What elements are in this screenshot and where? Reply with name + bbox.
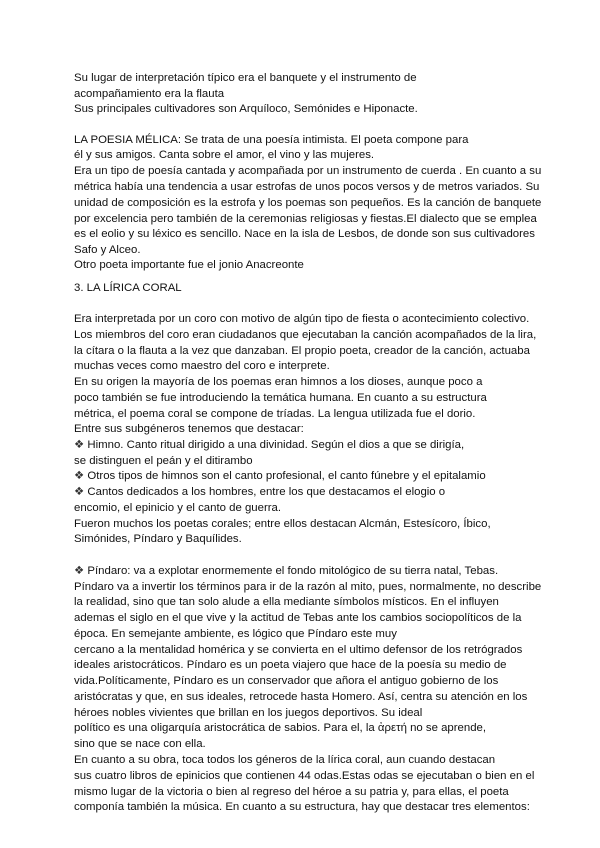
text-line: vida.Políticamente, Píndaro es un conservador que añora el antiguo gobierno de los bbox=[74, 675, 499, 687]
text-line: político es una oligarquía aristocrática de sabios. Para el, la ἀρετή no se aprende, bbox=[74, 722, 487, 734]
text-line: ademas el siglo en el que vive y la actitud de Tebas ante los cambios sociopolíticos de la bbox=[74, 612, 522, 624]
list-item-text: Cantos dedicados a los hombres, entre los que destacamos el elogio o bbox=[87, 486, 446, 498]
list-item bbox=[74, 438, 464, 452]
diamond-bullet-icon: ❖ bbox=[74, 439, 85, 451]
text-line: En cuanto a su obra, toca todos los géneros de la lírica coral, aun cuando destacan bbox=[74, 754, 496, 766]
text-line: ideales aristocráticos. Píndaro es un poeta viajero que hace de la poesía su medio de bbox=[74, 659, 507, 671]
list-item bbox=[74, 564, 498, 578]
text-line: Entre sus subgéneros tenemos que destacar: bbox=[74, 423, 304, 435]
text-line: sino que se nace con ella. bbox=[74, 738, 206, 750]
text-line: LA POESIA MÉLICA: Se trata de una poesía intimista. El poeta compone para bbox=[74, 134, 469, 146]
text-line: acompañamiento era la flauta bbox=[74, 88, 225, 100]
list-item bbox=[74, 485, 445, 499]
text-line: Otro poeta importante fue el jonio Anacreonte bbox=[74, 259, 304, 271]
text-line: época. En semejante ambiente, es lógico que Píndaro este muy bbox=[74, 628, 397, 640]
text-line: unidad de composición es la estrofa y los poemas son pequeños. Es la canción de banquete bbox=[74, 197, 542, 209]
text-line: muchas veces como maestro del coro e interprete. bbox=[74, 360, 330, 372]
text-line: héroes nobles vivientes que brillan en los juegos deportivos. Su ideal bbox=[74, 707, 423, 719]
text-line: mismo lugar de la victoria o bien al regreso del héroe a su patria y, para ellas, el poeta bbox=[74, 786, 509, 798]
text-line: encomio, el epinicio y el canto de guerra. bbox=[74, 502, 282, 514]
text-line: Fueron muchos los poetas corales; entre ellos destacan Alcmán, Estesícoro, Íbico, bbox=[74, 518, 491, 530]
text-line: la cítara o la flauta a la vez que danzaban. El propio poeta, creador de la canción, actuaba bbox=[74, 345, 530, 357]
text-line: Safo y Alceo. bbox=[74, 244, 141, 256]
text-line: es el eolio y su léxico es sencillo. Nace en la isla de Lesbos, de donde son sus cultivadores bbox=[74, 228, 535, 240]
text-line: cercano a la mentalidad homérica y se convierta en el ultimo defensor de los retrógrados bbox=[74, 644, 523, 656]
text-line: métrica había una tendencia a usar estrofas de unos pocos versos y de metros variados. Su bbox=[74, 181, 540, 193]
list-item-text: Himno. Canto ritual dirigido a una divinidad. Según el dios a que se dirigía, bbox=[87, 439, 465, 451]
text-line: Los miembros del coro eran ciudadanos que ejecutaban la canción acompañados de la lira, bbox=[74, 329, 537, 341]
text-line: Su lugar de interpretación típico era el banquete y el instrumento de bbox=[74, 72, 417, 84]
text-line: componía también la música. En cuanto a su estructura, hay que destacar tres elementos: bbox=[74, 801, 530, 813]
text-line: Simónides, Píndaro y Baquílides. bbox=[74, 533, 242, 545]
diamond-bullet-icon: ❖ bbox=[74, 565, 85, 577]
list-item-text: Píndaro: va a explotar enormemente el fondo mitológico de su tierra natal, Tebas. bbox=[87, 565, 499, 577]
text-line: se distinguen el peán y el ditirambo bbox=[74, 455, 253, 467]
text-line: la realidad, sino que tan solo alude a ella mediante símbolos místicos. En el influyen bbox=[74, 596, 499, 608]
diamond-bullet-icon: ❖ bbox=[74, 486, 85, 498]
diamond-bullet-icon: ❖ bbox=[74, 470, 85, 482]
text-line: Era interpretada por un coro con motivo de algún tipo de fiesta o acontecimiento colectivo. bbox=[74, 313, 530, 325]
section-heading: 3. LA LÍRICA CORAL bbox=[74, 282, 182, 294]
text-line: sus cuatro libros de epinicios que contienen 44 odas.Estas odas se ejecutaban o bien en el bbox=[74, 770, 535, 782]
text-line: Era un tipo de poesía cantada y acompañada por un instrumento de cuerda . En cuanto a su bbox=[74, 165, 542, 177]
text-line: él y sus amigos. Canta sobre el amor, el vino y las mujeres. bbox=[74, 149, 375, 161]
text-line: En su origen la mayoría de los poemas eran himnos a los dioses, aunque poco a bbox=[74, 376, 483, 388]
text-line: poco también se fue introduciendo la temática humana. En cuanto a su estructura bbox=[74, 392, 487, 404]
list-item-text: Otros tipos de himnos son el canto profesional, el canto fúnebre y el epitalamio bbox=[87, 470, 486, 482]
text-line: Sus principales cultivadores son Arquíloco, Semónides e Hiponacte. bbox=[74, 103, 418, 115]
list-item bbox=[74, 469, 486, 483]
text-line: por excelencia pero también de la ceremonias religiosas y fiestas.El dialecto que se emplea bbox=[74, 213, 537, 225]
text-line: aristócratas y que, en sus ideales, retrocede hasta Homero. Así, centra su atención en los bbox=[74, 691, 528, 703]
text-line: métrica, el poema coral se compone de tríadas. La lengua utilizada fue el dorio. bbox=[74, 408, 476, 420]
text-line: Píndaro va a invertir los términos para ir de la razón al mito, pues, normalmente, no describe bbox=[74, 581, 542, 593]
